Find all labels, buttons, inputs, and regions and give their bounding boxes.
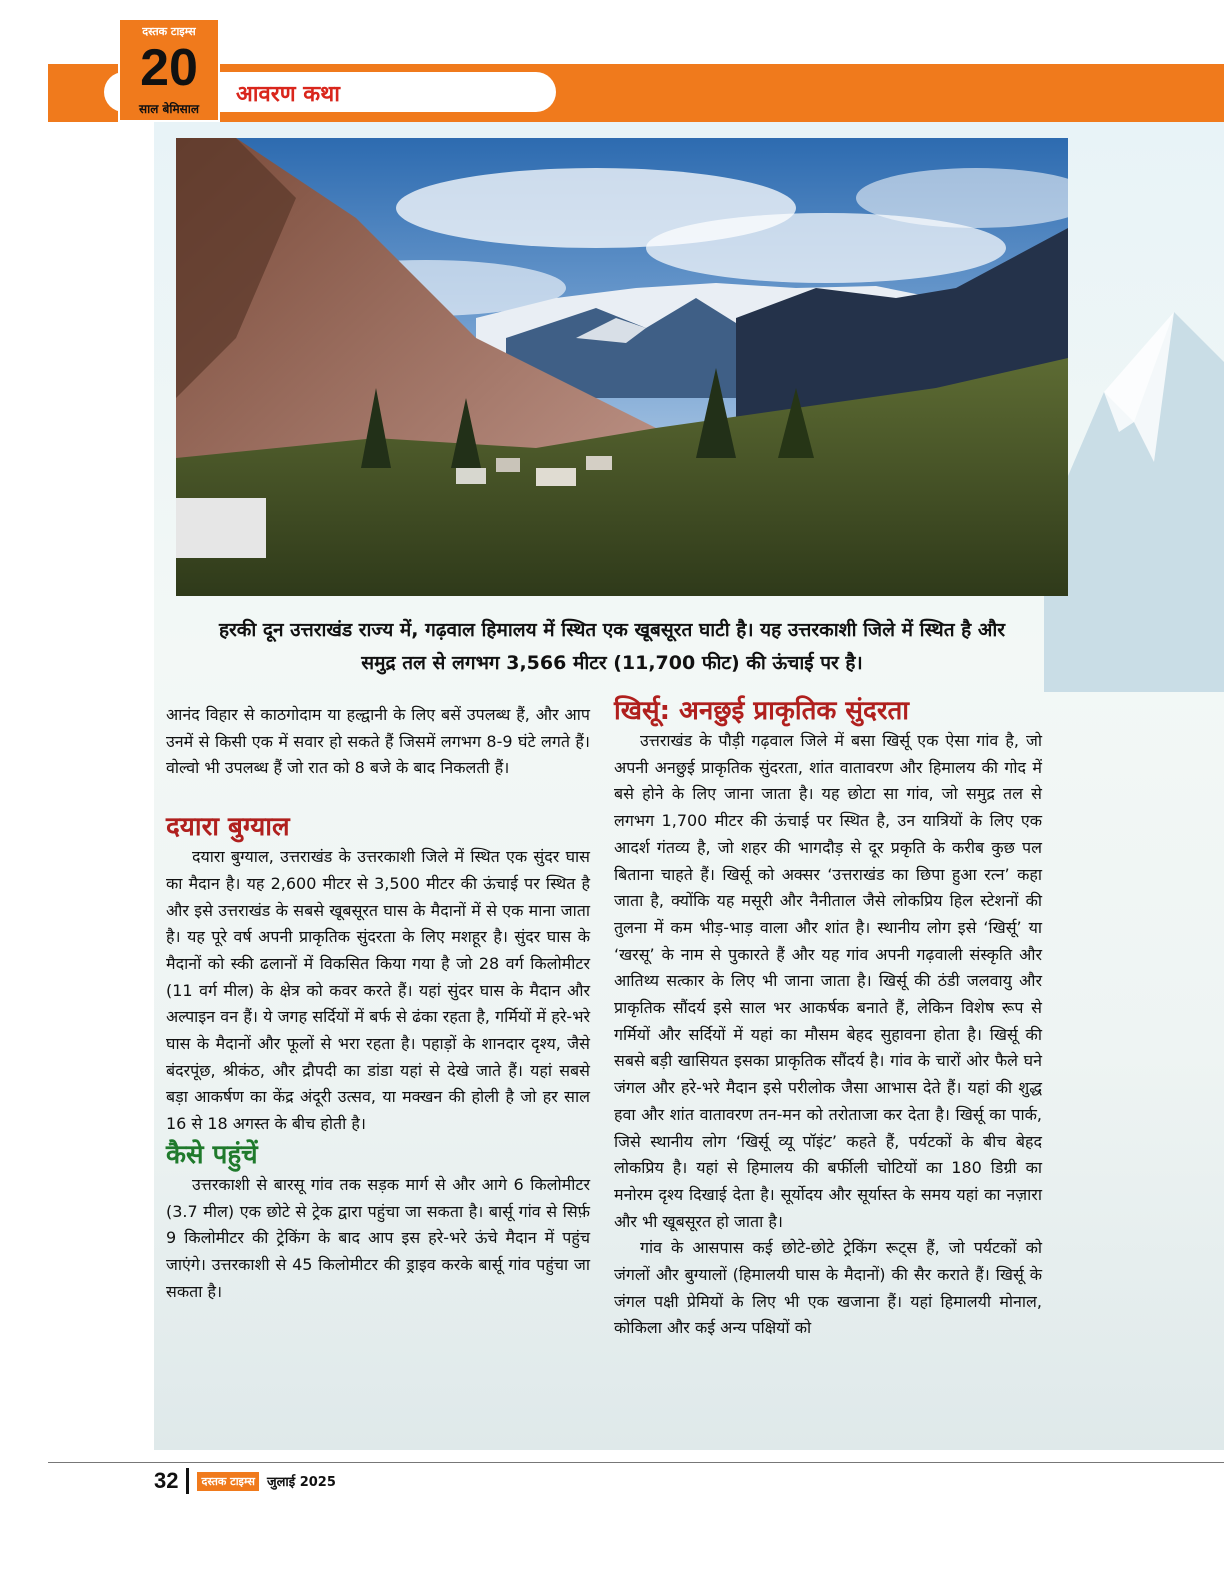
dayara-paragraph: दयारा बुग्याल, उत्तराखंड के उत्तरकाशी जिले में स्थित एक सुंदर घास का मैदान है। यह 2,600 मीटर से 3,500 मीटर की ऊंचाई पर स्थित है और इसे उत्तराखंड के सबसे खूबसूरत घास के मैदानों में से एक माना जाता है। यह पूरे वर्ष अपनी प्राकृतिक सुंदरता के लिए मशहूर है। सुंदर घास के मैदानों को स्की ढलानों में विकसित किया गया है जो 28 वर्ग किलोमीटर (11 वर्ग मील) के क्षेत्र को कवर करते हैं। यहां सुंदर घास के मैदान और अल्पाइन वन हैं। ये जगह सर्दियों में बर्फ से ढंका रहता है, गर्मियों में हरे-भरे घास के मैदानों और फूलों से भरा रहता है। पहाड़ों के शानदार दृश्य, जैसे बंदरपूंछ, श्रीकंठ, और द्रौपदी का डांडा यहां से देखे जाते हैं। यहां सबसे बड़ा आकर्षण का केंद्र अंदूरी उत्सव, या मक्खन की होली है जो हर साल 16 से 18 अगस्त के बीच होती है। [166,847,590,1134]
issue-date: जुलाई 2025 [266,1475,336,1490]
background-mountain-illustration [1044,272,1224,692]
intro-paragraph: आनंद विहार से काठगोदाम या हल्द्वानी के लिए बसें उपलब्ध हैं, और आप उनमें से किसी एक में सवार हो सकते हैं जिसमें लगभग 8-9 घंटे लगते हैं। वोल्वो भी उपलब्ध हैं जो रात को 8 बजे के बाद निकलती हैं। [166,705,590,778]
heading-dayara-bugyal: दयारा बुग्याल [166,812,290,843]
right-column [614,694,1042,1342]
khirsu-paragraph-1: उत्तराखंड के पौड़ी गढ़वाल जिले में बसा खिर्सू एक ऐसा गांव है, जो अपनी अनछुई प्राकृतिक सुंदरता, शांत वातावरण और हिमालय की गोद में बसे होने के लिए जाना जाता है। यह छोटा सा गांव, जो समुद्र तल से लगभग 1,700 मीटर की ऊंचाई पर स्थित है, उन यात्रियों के लिए एक आदर्श गंतव्य है, जो शहर की भागदौड़ से दूर प्रकृति के करीब कुछ पल बिताना चाहते हैं। खिर्सू को अक्सर ‘उत्तराखंड का छिपा हुआ रत्न’ कहा जाता है, क्योंकि यह मसूरी और नैनीताल जैसे लोकप्रिय हिल स्टेशनों की तुलना में कम भीड़-भाड़ वाला और शांत है। स्थानीय लोग इसे ‘खिर्सू’ या ‘खरसू’ के नाम से पुकारते हैं और यह गांव अपनी गढ़वाली संस्कृति और आतिथ्य सत्कार के लिए भी जाना जाता है। खिर्सू की ठंडी जलवायु और प्राकृतिक सौंदर्य इसे साल भर आकर्षक बनाते हैं, लेकिन विशेष रूप से गर्मियों और सर्दियों में यहां का मौसम बेहद सुहावना होता है। खिर्सू की सबसे बड़ी खासियत इसका प्राकृतिक सौंदर्य है। गांव के चारों ओर फैले घने जंगल और हरे-भरे मैदान इसे परीलोक जैसा आभास देते हैं। यहां की शुद्ध हवा और शांत वातावरण तन-मन को तरोताजा कर देता है। खिर्सू का पार्क, जिसे स्थानीय लोग ‘खिर्सू व्यू पॉइंट’ कहते हैं, पर्यटकों के बीच बेहद लोकप्रिय है। यहां से हिमालय की बर्फीली चोटियों का 180 डिग्री का मनोरम दृश्य दिखाई देता है। सूर्योदय और सूर्यास्त के समय यहां का नज़ारा और भी खूबसूरत हो जाता है। [614,731,1042,1231]
footer-separator [186,1468,189,1494]
footer-publication-logo: दस्तक टाइम्स [197,1472,258,1491]
caption-line-1: हरकी दून उत्तराखंड राज्य में, गढ़वाल हिमालय में स्थित एक खूबसूरत घाटी है। यह उत्तरकाशी जिले में स्थित है और [218,619,1006,641]
valley-photo [176,138,1068,596]
how-to-reach-paragraph: उत्तरकाशी से बारसू गांव तक सड़क मार्ग से और आगे 6 किलोमीटर (3.7 मील) एक छोटे से ट्रेक द्वारा पहुंचा जा सकता है। बार्सू गांव से सिर्फ़ 9 किलोमीटर की ट्रेकिंग के बाद आप इस हरे-भरे ऊंचे मैदान में पहुंच जाएंगे। उत्तरकाशी से 45 किलोमीटर की ड्राइव करके बार्सू गांव पहुंचा जा सकता है। [166,1174,590,1301]
photo-caption [160,614,1064,680]
footer-rule [48,1462,1224,1463]
heading-khirsu: खिर्सू: अनछुई प्राकृतिक सुंदरता [614,696,910,726]
anniversary-number: 20 [140,39,198,97]
page-number: 32 [154,1468,179,1493]
left-column [166,702,590,1305]
anniversary-subtitle: साल बेमिसाल [138,102,200,116]
section-label: आवरण कथा [236,82,340,107]
khirsu-paragraph-2: गांव के आसपास कई छोटे-छोटे ट्रेकिंग रूट्स हैं, जो पर्यटकों को जंगलों और बुग्यालों (हिमालयी घास के मैदानों) की सैर कराते हैं। खिर्सू के जंगल पक्षी प्रेमियों के लिए भी एक खजाना हैं। यहां हिमालयी मोनाल, कोकिला और कई अन्य पक्षियों को [614,1238,1042,1338]
caption-line-2: समुद्र तल से लगभग 3,566 मीटर (11,700 फीट) की ऊंचाई पर है। [361,652,863,674]
publication-logo: दस्तक टाइम्स [142,25,196,38]
heading-how-to-reach: कैसे पहुंचें [166,1139,258,1170]
anniversary-badge [118,18,220,122]
footer [154,1466,336,1496]
